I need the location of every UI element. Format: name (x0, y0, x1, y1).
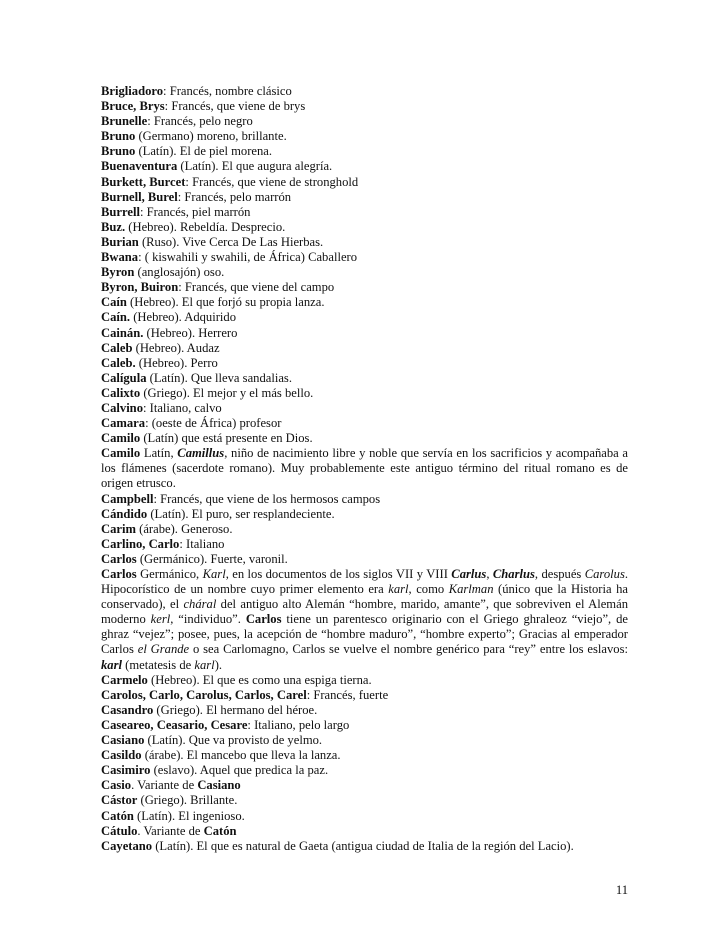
entry-text: (Hebreo). Rebeldía. Desprecio. (125, 219, 286, 234)
entry-text: (Latín). El que es natural de Gaeta (antigua ciudad de Italia de la región del Lacio). (152, 838, 574, 853)
entry-emphasis: el Grande (137, 642, 190, 657)
entry-name: Caín (101, 295, 127, 310)
entry-text: (árabe). El mancebo que lleva la lanza. (141, 748, 341, 763)
entry-text: , en los documentos de los siglos VII y VIII (225, 567, 452, 581)
entry-name: Bruno (101, 144, 136, 159)
entry-name: Burkett, Burcet (101, 174, 186, 189)
entry-emphasis: karl (194, 657, 215, 672)
entry-emphasis-bold: Charlus (492, 567, 535, 581)
entry-text: (Germano) moreno, brillante. (135, 129, 287, 144)
entry-text: (Latín). El ingenioso. (133, 808, 245, 823)
name-entry (101, 567, 628, 673)
name-entry (101, 356, 628, 371)
name-entry (101, 718, 628, 733)
name-entry (101, 84, 628, 99)
entry-text: (Griego). El hermano del héroe. (153, 702, 318, 717)
name-entry (101, 326, 628, 341)
entry-name: Casildo (101, 748, 142, 763)
entry-text: : Francés, piel marrón (139, 204, 251, 219)
entry-emphasis: cháral (183, 597, 217, 612)
entry-name: Bruno (101, 129, 136, 144)
entry-name: Catón (203, 823, 237, 838)
entry-name: Bruce, Brys (101, 99, 165, 114)
entry-text: (Latín). El que augura alegría. (177, 159, 333, 174)
name-entry (101, 793, 628, 808)
entry-name: Carlos (245, 612, 282, 627)
entry-name: Carmelo (101, 672, 148, 687)
entry-text: Germánico, (136, 567, 203, 581)
name-entry (101, 748, 628, 763)
entry-text: : ( kiswahili y swahili, de África) Caballero (138, 250, 358, 265)
name-entry (101, 99, 628, 114)
entry-name: Camilo (101, 446, 141, 461)
entry-name: Cátulo (101, 823, 138, 838)
name-entry (101, 401, 628, 416)
name-entry (101, 522, 628, 537)
entry-text: . Hipocorístico de un nombre cuyo primer elemento era (101, 567, 628, 597)
name-entry (101, 809, 628, 824)
entry-name: Byron (101, 265, 135, 280)
entry-name: Camilo (101, 431, 141, 446)
entry-text: : Italiano, calvo (143, 400, 222, 415)
entry-text: . Variante de (137, 823, 204, 838)
entry-name: Caín. (101, 310, 131, 325)
entry-name: Caseareo, Ceasario, Cesare (101, 717, 248, 732)
name-entry (101, 507, 628, 522)
entry-emphasis-bold: Carlus (451, 567, 487, 581)
entry-text: : Francés, que viene del campo (178, 280, 335, 295)
name-entry (101, 446, 628, 491)
entry-name: Brunelle (101, 114, 148, 129)
entry-name: Catón (101, 808, 134, 823)
name-entry (101, 371, 628, 386)
entry-name: Cayetano (101, 838, 153, 853)
entry-emphasis-bold: karl (101, 657, 122, 672)
entry-text: (Hebreo). El que forjó su propia lanza. (126, 295, 325, 310)
entry-text: (Hebreo). Adquirido (130, 310, 237, 325)
entry-text: ). (214, 657, 223, 672)
name-entry (101, 235, 628, 250)
entry-name: Calígula (101, 370, 147, 385)
entry-emphasis: Karlman (448, 582, 494, 597)
entry-text: (Latín). El puro, ser resplandeciente. (147, 506, 335, 521)
entry-name: Casandro (101, 702, 154, 717)
entry-text: (eslavo). Aquel que predica la paz. (150, 763, 329, 778)
entry-emphasis: kerl (150, 612, 171, 627)
entry-name: Carlino, Carlo (101, 536, 180, 551)
name-entry (101, 688, 628, 703)
entry-name: Byron, Buiron (101, 280, 179, 295)
entry-text: del antiguo alto Alemán “hombre, marido, amante”, que sobreviven el Alemán moderno (101, 597, 628, 627)
name-entry (101, 763, 628, 778)
name-entry (101, 144, 628, 159)
name-entry (101, 824, 628, 839)
entry-name: Casiano (101, 733, 145, 748)
name-entry (101, 114, 628, 129)
entry-name: Burian (101, 234, 139, 249)
entry-text: tiene un parentesco originario con el Griego ghraleoz “viejo”, de ghraz “vejez”; posee, pues, la acepción de “hombre maduro”, “hombre experto”; Gracias al emperador Carlos (101, 612, 628, 657)
entry-name: Buenaventura (101, 159, 178, 174)
entry-name: Bwana (101, 250, 139, 265)
name-entry (101, 295, 628, 310)
entry-name: Casiano (197, 778, 241, 793)
entry-text: : Francés, nombre clásico (163, 84, 292, 98)
entry-name: Burrell (101, 204, 140, 219)
name-entry (101, 341, 628, 356)
entry-text: Latín, (140, 446, 178, 461)
entry-name: Casio (101, 778, 132, 793)
entry-name: Carlos (101, 567, 137, 581)
entry-emphasis: Karl (202, 567, 226, 581)
entry-text: , niño de nacimiento libre y noble que servía en los sacrificios y acompañaba a los flámenes (sacerdote romano). Muy probablemente este antiguo término del ritual romano es de origen etrusco. (101, 446, 628, 491)
entry-name: Calixto (101, 385, 141, 400)
name-entry (101, 492, 628, 507)
name-entry (101, 733, 628, 748)
name-entry (101, 265, 628, 280)
entry-text: (Latín). Que va provisto de yelmo. (144, 733, 323, 748)
entry-text: , como (408, 582, 449, 597)
name-entry (101, 190, 628, 205)
name-entry (101, 310, 628, 325)
entry-name: Carolos, Carlo, Carolus, Carlos, Carel (101, 687, 307, 702)
name-entry (101, 129, 628, 144)
entry-name: Carim (101, 521, 136, 536)
entry-text: (Latín). Que lleva sandalias. (146, 370, 292, 385)
entry-text: (Latín). El de piel morena. (135, 144, 273, 159)
entry-text: (Germánico). Fuerte, varonil. (136, 551, 288, 566)
entry-text: (Griego). Brillante. (137, 793, 238, 808)
entry-text: : (oeste de África) profesor (145, 416, 282, 431)
entry-text: (Hebreo). El que es como una espiga tierna. (147, 672, 372, 687)
name-entry (101, 416, 628, 431)
entry-text: (Griego). El mejor y el más bello. (140, 385, 314, 400)
entry-text: : Francés, fuerte (306, 687, 389, 702)
entry-name: Cándido (101, 506, 148, 521)
entry-text: , después (534, 567, 585, 581)
entry-emphasis: Carolus (584, 567, 625, 581)
name-entry (101, 205, 628, 220)
entry-text: (Hebreo). Herrero (143, 325, 238, 340)
entry-text: o sea Carlomagno, Carlos se vuelve el nombre genérico para “rey” entre los eslavos: (189, 642, 628, 657)
entry-emphasis-bold: Camillus (177, 446, 225, 461)
entry-text: (Ruso). Vive Cerca De Las Hierbas. (138, 234, 324, 249)
entry-name: Brigliadoro (101, 84, 164, 98)
entry-text: , “individuo”. (170, 612, 246, 627)
name-entry (101, 175, 628, 190)
name-entry (101, 431, 628, 446)
entry-text: (único que la Historia ha conservado), el (101, 582, 628, 612)
name-entry (101, 673, 628, 688)
entry-text: (Hebreo). Audaz (132, 340, 220, 355)
name-entry (101, 537, 628, 552)
entry-name: Camara (101, 416, 146, 431)
entry-text: : Francés, que viene de brys (164, 99, 306, 114)
entry-text: (árabe). Generoso. (135, 521, 233, 536)
entry-name: Campbell (101, 491, 154, 506)
entry-emphasis: karl (388, 582, 409, 597)
entry-text: , (486, 567, 493, 581)
entry-name: Caleb. (101, 355, 136, 370)
name-entry (101, 159, 628, 174)
entry-text: (Latín) que está presente en Dios. (140, 431, 313, 446)
entry-name: Buz. (101, 219, 126, 234)
page-number: 11 (615, 883, 628, 897)
name-entry (101, 552, 628, 567)
name-entry (101, 703, 628, 718)
entry-name: Caleb (101, 340, 133, 355)
name-entry (101, 220, 628, 235)
entry-text: : Italiano (179, 536, 225, 551)
entry-name: Cainán. (101, 325, 144, 340)
entry-text: (Hebreo). Perro (135, 355, 218, 370)
name-entry (101, 386, 628, 401)
entry-name: Cástor (101, 793, 138, 808)
entry-text: (anglosajón) oso. (134, 265, 225, 280)
entry-text: : Francés, que viene de los hermosos campos (153, 491, 381, 506)
entry-name: Casimiro (101, 763, 151, 778)
entry-name: Burnell, Burel (101, 189, 178, 204)
entry-text: : Francés, pelo negro (147, 114, 253, 129)
entry-text: : Italiano, pelo largo (247, 717, 350, 732)
name-entry (101, 250, 628, 265)
entry-name: Carlos (101, 551, 137, 566)
entry-text: : Francés, que viene de stronghold (185, 174, 359, 189)
entry-text: (metatesis de (122, 657, 195, 672)
name-entry (101, 280, 628, 295)
name-entry (101, 778, 628, 793)
entry-name: Calvino (101, 400, 143, 415)
name-list (101, 84, 628, 854)
entry-text: : Francés, pelo marrón (177, 189, 292, 204)
name-entry (101, 839, 628, 854)
entry-text: . Variante de (131, 778, 198, 793)
